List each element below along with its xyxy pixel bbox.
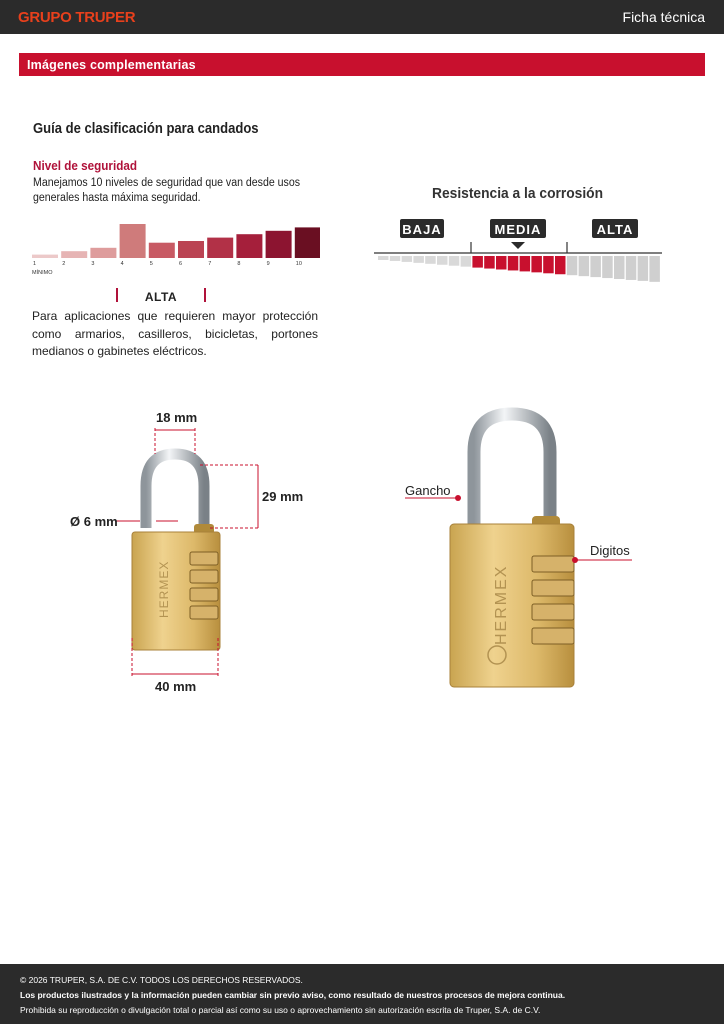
scale-segment <box>626 256 637 280</box>
security-level-bar <box>149 243 175 258</box>
guide-title: Guía de clasificación para candados <box>33 121 259 137</box>
padlock-parts-figure <box>400 400 650 700</box>
security-level-bar <box>178 241 204 258</box>
scale-segment <box>378 256 389 260</box>
shackle-height-label: 29 mm <box>262 489 304 504</box>
minimum-label: MÍNIMO <box>32 270 53 276</box>
security-level-tick: 4 <box>120 261 124 267</box>
shackle-diameter-label: Ø 6 mm <box>70 514 118 529</box>
scale-segment <box>638 256 649 281</box>
security-level-tick: 3 <box>91 261 95 267</box>
security-level-tick: 10 <box>295 261 302 267</box>
scale-segment <box>555 256 566 274</box>
brand-logo: GRUPO TRUPER <box>18 9 136 26</box>
corrosion-resistance-scale <box>374 215 664 287</box>
security-level-bar <box>295 227 320 258</box>
security-level-bar <box>207 238 233 258</box>
security-level-chart <box>30 218 320 280</box>
scale-segment <box>449 256 460 266</box>
page-header <box>0 0 724 34</box>
security-level-bar <box>32 255 58 258</box>
scale-segment <box>484 256 495 269</box>
shackle-callout: Gancho <box>405 483 451 498</box>
scale-segment <box>649 256 660 282</box>
security-level-tick: 6 <box>179 261 183 267</box>
section-title: Imágenes complementarias <box>27 58 196 72</box>
scale-segment <box>579 256 590 276</box>
scale-segment <box>437 256 448 265</box>
scale-segment <box>543 256 554 273</box>
security-level-tick: 7 <box>208 261 212 267</box>
security-level-bar <box>61 251 87 258</box>
corrosion-level-label: ALTA <box>596 222 634 237</box>
shackle-width-label: 18 mm <box>156 410 198 425</box>
security-level-tick: 5 <box>149 261 153 267</box>
security-level-bar <box>236 234 262 258</box>
body-width-label: 40 mm <box>155 679 197 694</box>
selected-level-label: ALTA <box>144 290 178 304</box>
corrosion-title: Resistencia a la corrosión <box>432 185 604 202</box>
document-type: Ficha técnica <box>622 9 705 25</box>
section-header-bar <box>19 53 705 76</box>
padlock-dimensions-figure <box>60 400 320 700</box>
shackle <box>146 454 204 528</box>
body-brand-mark: HERMEX <box>493 564 510 645</box>
selector-right-tick <box>204 288 206 302</box>
scale-segment <box>390 256 401 261</box>
corrosion-level-label: BAJA <box>402 222 442 237</box>
scale-segment <box>531 256 542 272</box>
scale-segment <box>472 256 483 268</box>
page-footer <box>0 964 724 1024</box>
footer-notice: Los productos ilustrados y la información pueden cambiar sin previo aviso, como resultado de nuestros procesos de mejora continua. <box>20 990 566 1000</box>
scale-segment <box>461 256 472 267</box>
footer-legal: Prohibida su reproducción o divulgación total o parcial así como su uso o aprovechamiento sin autorización escrita de Truper, S.A. de C.V. <box>20 1005 541 1015</box>
body-brand-mark: HERMEX <box>157 560 171 618</box>
selected-level-indicator <box>116 288 206 304</box>
security-level-description: Manejamos 10 niveles de seguridad que van desde usos generales hasta máxima seguridad. <box>33 177 301 204</box>
scale-segment <box>413 256 424 263</box>
scale-segment <box>496 256 507 270</box>
security-level-tick: 8 <box>237 261 241 267</box>
scale-segment <box>520 256 531 271</box>
application-description: Para aplicaciones que requieren mayor protección como armarios, casilleros, bicicletas, portones medianos o gabinetes eléctricos. <box>32 309 318 358</box>
security-level-tick: 9 <box>266 261 270 267</box>
scale-segment <box>425 256 436 264</box>
scale-segment <box>508 256 519 270</box>
scale-segment <box>567 256 578 275</box>
scale-segment <box>614 256 625 279</box>
security-level-bar <box>90 248 116 258</box>
scale-segment <box>602 256 613 278</box>
dials-callout: Digitos <box>590 543 630 558</box>
security-level-tick: 1 <box>33 261 37 267</box>
scale-segment <box>402 256 413 262</box>
corrosion-level-label: MEDIA <box>494 222 542 237</box>
scale-segment <box>590 256 601 277</box>
security-level-bar <box>120 224 146 258</box>
security-level-title: Nivel de seguridad <box>33 158 138 173</box>
selected-level-pointer <box>511 242 525 249</box>
security-level-bar <box>266 231 292 258</box>
security-level-tick: 2 <box>62 261 66 267</box>
footer-copyright: © 2026 TRUPER, S.A. DE C.V. TODOS LOS DERECHOS RESERVADOS. <box>20 975 303 985</box>
shackle <box>474 414 550 528</box>
